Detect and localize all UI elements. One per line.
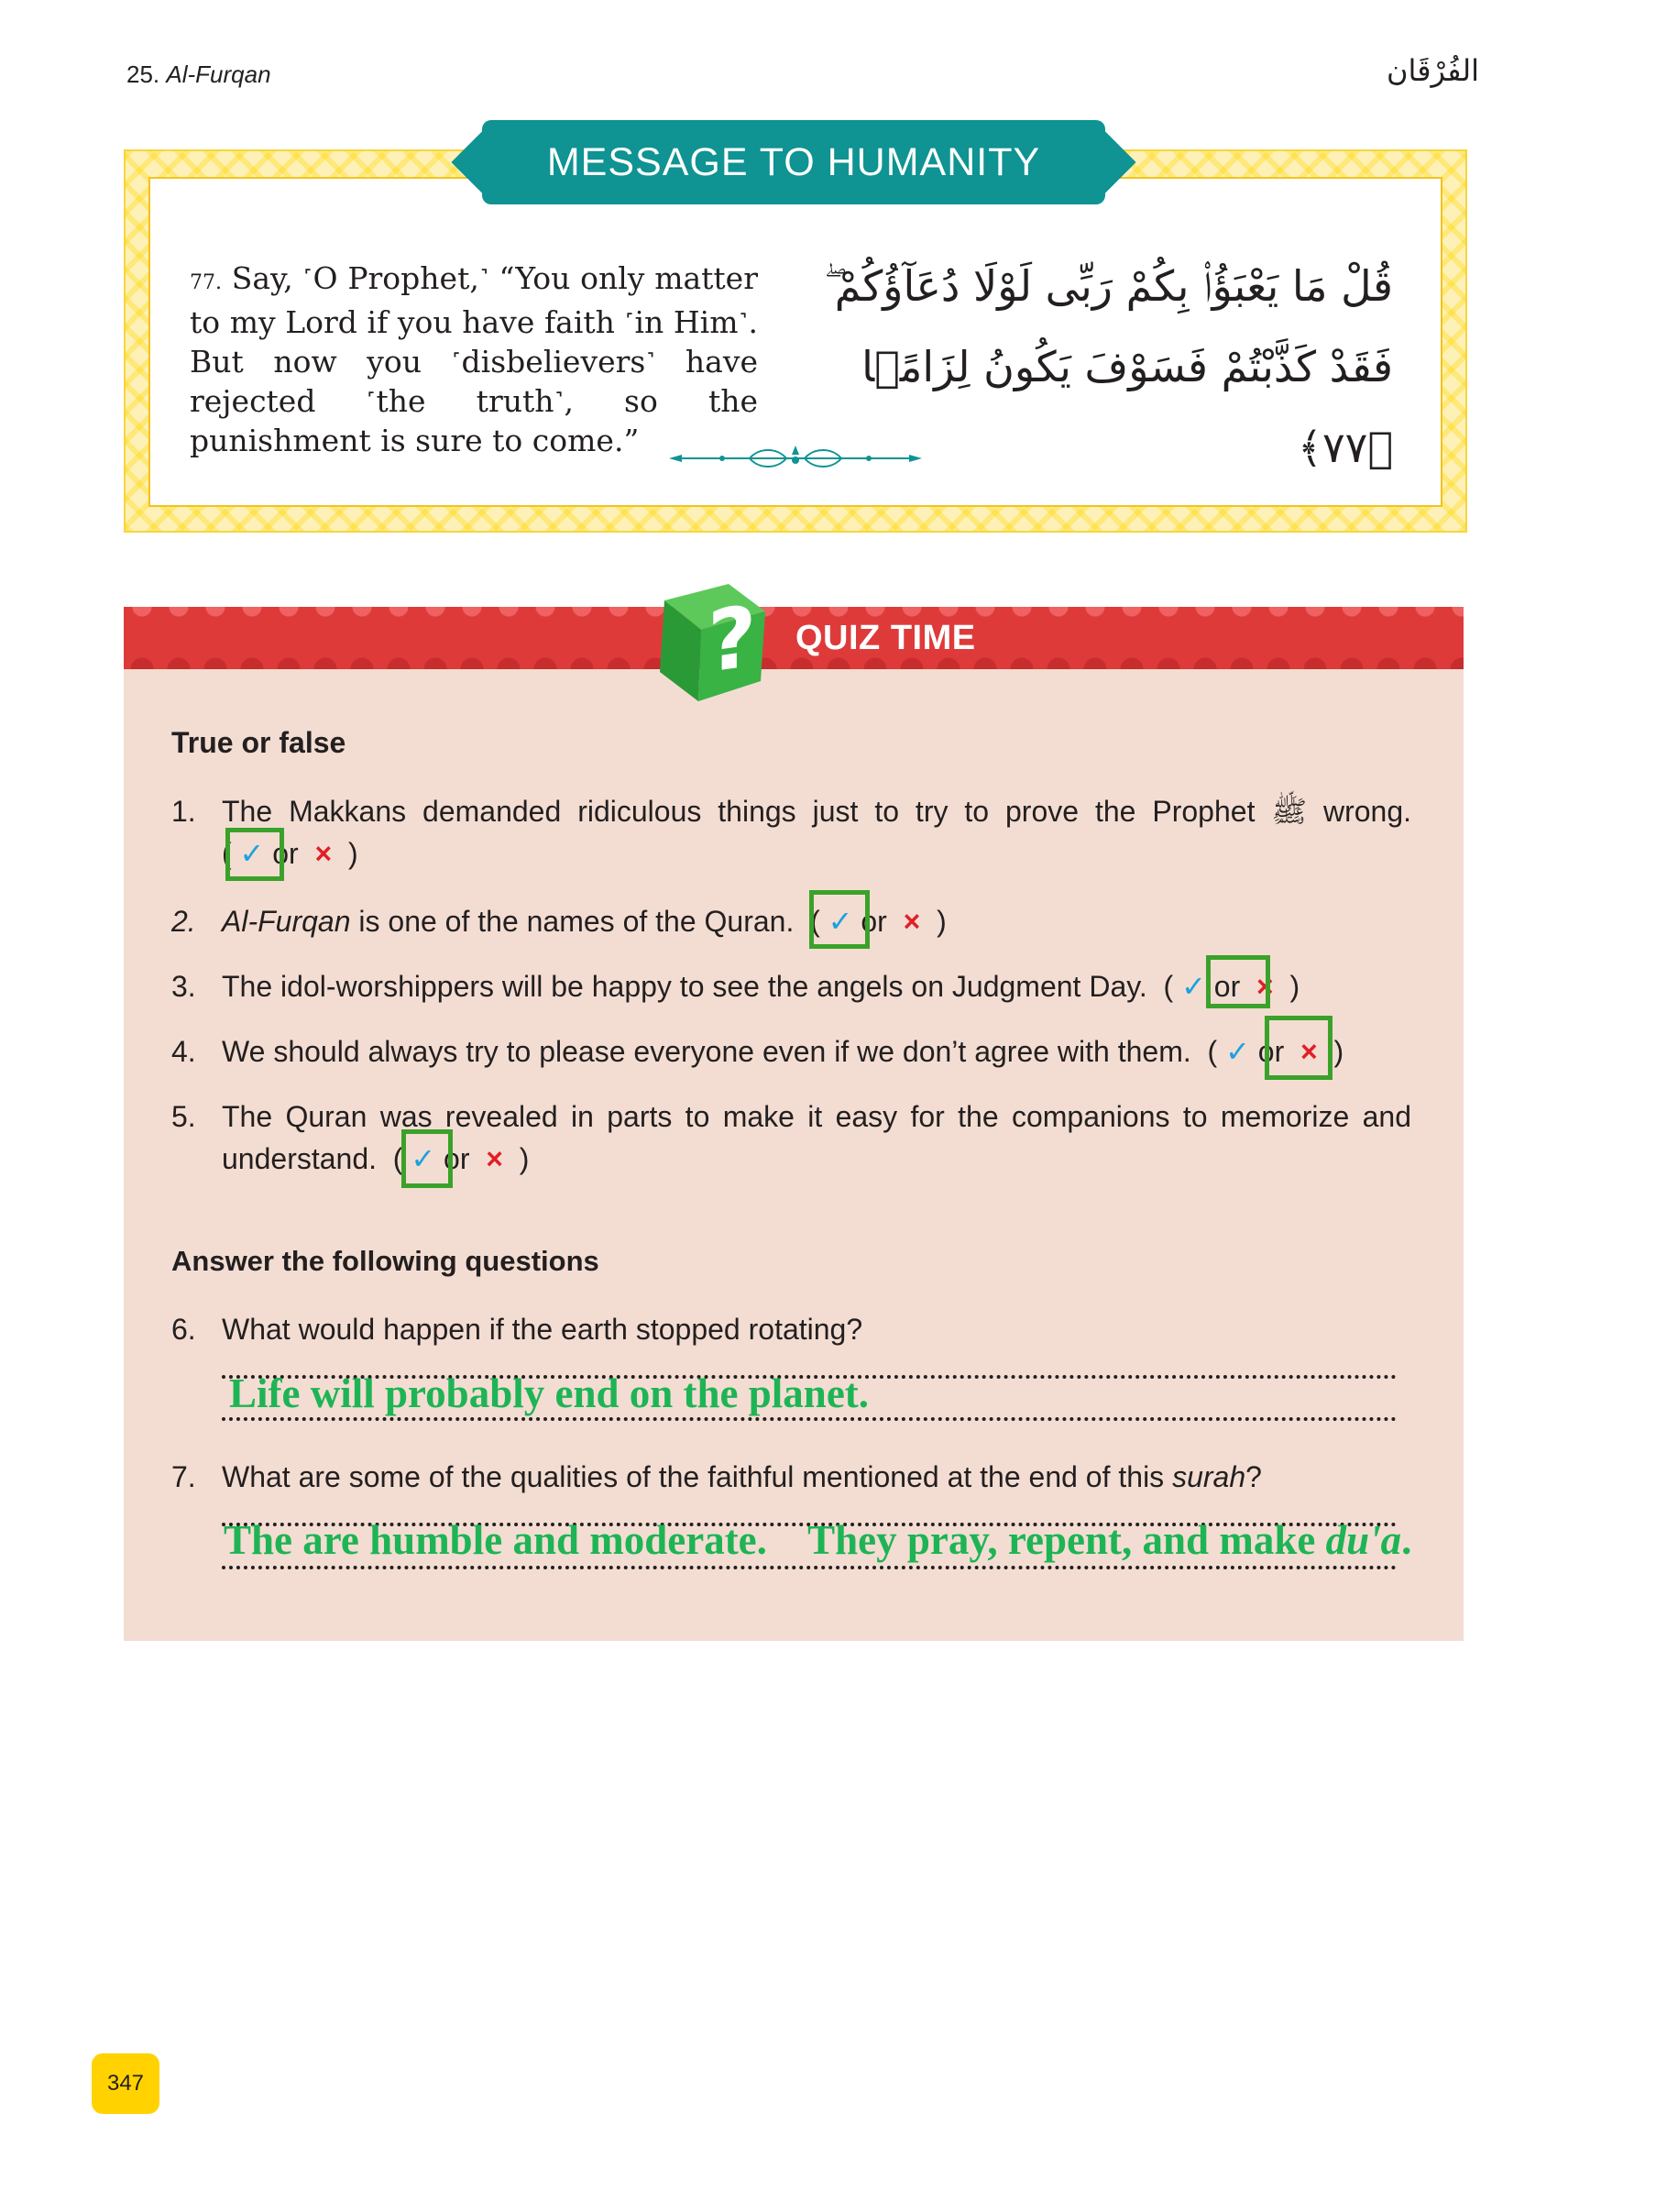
- or-label: or: [1257, 1035, 1285, 1068]
- paren-close: ): [1289, 970, 1300, 1003]
- arabic-line-1: قُلْ مَا يَعْبَؤُا۟ بِكُمْ رَبِّى لَوْلَا دُعَآؤُكُمْ ۖ: [824, 261, 1393, 311]
- tick-icon[interactable]: ✓: [1225, 1035, 1250, 1068]
- question-cube-icon: [642, 573, 779, 710]
- page-number-badge: [92, 2053, 159, 2114]
- verse-number: 77.: [190, 271, 222, 294]
- cross-icon[interactable]: ×: [486, 1142, 503, 1175]
- item-text: The Makkans demanded ridiculous things just to try to prove the Prophet ﷺ wrong.: [222, 795, 1411, 828]
- answer-text: The are humble and moderate. They pray, repent, and make: [224, 1517, 1326, 1563]
- item-number: 7.: [171, 1460, 196, 1493]
- arabic-line-2: فَقَدْ كَذَّبْتُمْ فَسَوْفَ يَكُونُ لِزَامًۢا ﴿٧٧﴾: [861, 342, 1393, 472]
- quiz-title: QUIZ TIME: [795, 619, 976, 657]
- item-text-line-2: [222, 1138, 529, 1180]
- chapter-number: 25.: [126, 61, 160, 88]
- paren-open: (: [1207, 1035, 1218, 1068]
- cross-icon[interactable]: ×: [1256, 970, 1274, 1003]
- item-text-main: What are some of the qualities of the faithful mentioned at the end of this: [222, 1460, 1165, 1493]
- item-text-end: ?: [1245, 1460, 1262, 1493]
- answer-mark-box-2: [809, 890, 870, 949]
- paren-close: ): [519, 1142, 530, 1175]
- divider-ornament-icon: [667, 442, 924, 475]
- handwritten-answer-7[interactable]: [224, 1516, 1411, 1564]
- item-number: 2.: [171, 905, 196, 938]
- paren-open: (: [392, 1142, 403, 1175]
- open-question-6: [171, 1308, 1411, 1350]
- cross-icon[interactable]: ×: [903, 905, 921, 938]
- tf-item-2: [171, 900, 1411, 942]
- item-text: What would happen if the earth stopped rotating?: [222, 1313, 863, 1346]
- item-text: [222, 1456, 1262, 1498]
- message-banner-title: MESSAGE TO HUMANITY: [546, 139, 1041, 184]
- message-banner: [482, 120, 1105, 204]
- answer-mark-box-1: [225, 828, 284, 881]
- paren-close: ): [347, 837, 358, 870]
- item-number: 3.: [171, 970, 196, 1003]
- tick-icon[interactable]: ✓: [1181, 970, 1206, 1003]
- handwritten-answer-6[interactable]: Life will probably end on the planet.: [229, 1370, 870, 1416]
- paren-open: (: [810, 905, 820, 938]
- open-question-7: [171, 1456, 1411, 1498]
- chapter-name: Al-Furqan: [166, 61, 271, 88]
- answer-mark-box-4: [1265, 1016, 1333, 1080]
- paren-open: (: [222, 837, 232, 870]
- true-false-heading: True or false: [171, 726, 346, 759]
- verse-text: Say, ˹O Prophet,˺ “You only matter to my Lord if you have faith ˹in Him˺. But now you ˹disbelievers˺ have rejected ˹the truth˺, so the punishment is sure to come.”: [190, 260, 758, 458]
- verse-translation: [190, 259, 758, 460]
- or-label: or: [444, 1142, 470, 1175]
- answer-italic: du'a: [1325, 1517, 1402, 1563]
- open-questions-heading: Answer the following questions: [171, 1245, 599, 1277]
- paren-close: ): [937, 905, 947, 938]
- item-number: 1.: [171, 795, 196, 828]
- item-text-main: The idol-worshippers will be happy to see the angels on Judgment Day.: [222, 970, 1147, 1003]
- item-number: 5.: [171, 1100, 196, 1133]
- answer-end: .: [1401, 1517, 1412, 1563]
- tick-icon[interactable]: ✓: [239, 837, 265, 870]
- or-label: or: [1213, 970, 1241, 1003]
- page-number: 347: [106, 2071, 145, 2096]
- item-text-main: We should always try to please everyone even if we don’t agree with them.: [222, 1035, 1191, 1068]
- answer-mark-box-3: [1206, 955, 1270, 1008]
- running-header-arabic-title: الفُرْقَان: [1386, 53, 1479, 88]
- tf-item-1: [171, 790, 1411, 875]
- or-label: or: [272, 837, 299, 870]
- tick-icon[interactable]: ✓: [828, 905, 853, 938]
- cross-icon[interactable]: ×: [314, 837, 333, 870]
- paren-close: ): [1333, 1035, 1344, 1068]
- item-text-line-1: The Quran was revealed in parts to make it easy for the companions to memorize and: [222, 1100, 1411, 1133]
- item-text-end: understand.: [222, 1142, 378, 1175]
- item-text-rest: is one of the names of the Quran.: [350, 905, 795, 938]
- answer-mark-box-5: [401, 1129, 453, 1188]
- paren-open: (: [1163, 970, 1174, 1003]
- item-text-italic: surah: [1172, 1460, 1246, 1493]
- cross-icon[interactable]: ×: [1300, 1035, 1318, 1068]
- item-number: 4.: [171, 1035, 196, 1068]
- svg-text:?: ?: [707, 586, 757, 692]
- tick-icon[interactable]: ✓: [411, 1142, 436, 1175]
- item-number: 6.: [171, 1313, 196, 1346]
- item-text-italic: Al-Furqan: [222, 905, 351, 938]
- item-text: [222, 1030, 1343, 1073]
- answer-line: [222, 1566, 1397, 1569]
- item-text: [222, 965, 1300, 1007]
- or-label: or: [861, 905, 887, 938]
- quiz-header-band: [124, 607, 1464, 669]
- answer-line: [222, 1417, 1397, 1421]
- running-header-chapter: [126, 61, 271, 89]
- tf-item-5: [171, 1095, 1411, 1180]
- tf-item-4: [171, 1030, 1411, 1073]
